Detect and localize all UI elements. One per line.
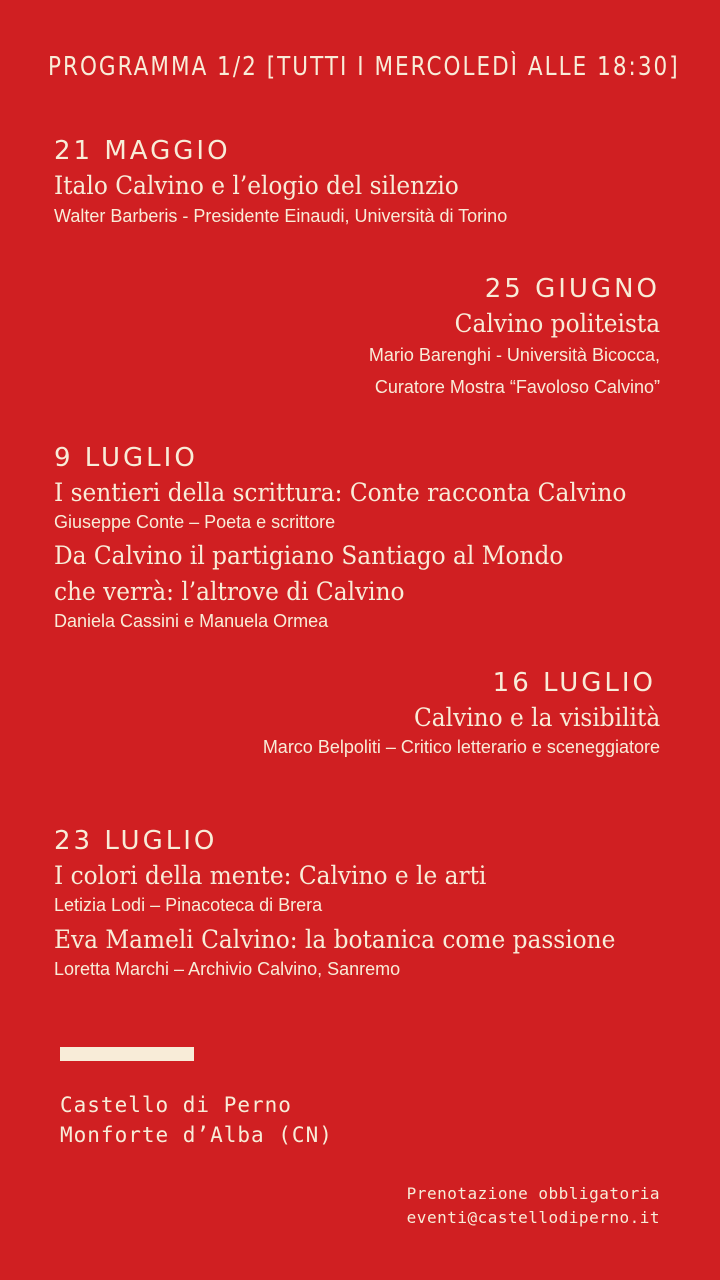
- event-date: 25 GIUGNO: [484, 274, 660, 304]
- divider-bar: [60, 1047, 194, 1061]
- venue-location: Monforte d’Alba (CN): [60, 1123, 333, 1147]
- talk-title: I sentieri della scrittura: Conte racconta Calvino: [54, 478, 627, 507]
- event-25-giugno: [369, 274, 660, 402]
- talk-speaker: Mario Barenghi - Università Bicocca,: [368, 345, 660, 365]
- event-21-maggio: [54, 136, 507, 231]
- venue-address: [60, 1090, 333, 1150]
- talk-title: Calvino e la visibilità: [413, 703, 660, 732]
- talk-title-line2: che verrà: l’altrove di Calvino: [54, 577, 405, 606]
- event-date: 21 MAGGIO: [54, 136, 231, 166]
- event-9-luglio: [54, 443, 669, 636]
- talk-speaker: Giuseppe Conte – Poeta e scrittore: [54, 512, 336, 532]
- talk-title: Da Calvino il partigiano Santiago al Mondo: [54, 541, 564, 570]
- talk-title: Eva Mameli Calvino: la botanica come passione: [54, 925, 616, 954]
- talk-title: Calvino politeista: [454, 309, 660, 338]
- event-23-luglio: [54, 826, 658, 984]
- talk-speaker: Marco Belpoliti – Critico letterario e sceneggiatore: [262, 737, 660, 757]
- talk-speaker: Loretta Marchi – Archivio Calvino, Sanremo: [54, 959, 401, 979]
- booking-email[interactable]: eventi@castellodiperno.it: [406, 1208, 660, 1227]
- talk-speaker: Daniela Cassini e Manuela Ormea: [54, 611, 329, 631]
- booking-info: [407, 1182, 660, 1230]
- venue-name: Castello di Perno: [60, 1093, 292, 1117]
- talk-speaker: Walter Barberis - Presidente Einaudi, Università di Torino: [54, 206, 508, 226]
- event-date: 16 LUGLIO: [492, 668, 656, 698]
- event-date: 9 LUGLIO: [54, 443, 198, 473]
- programme-header: PROGRAMMA 1/2 [TUTTI I MERCOLEDÌ ALLE 18:30]: [48, 52, 680, 82]
- talk-speaker: Letizia Lodi – Pinacoteca di Brera: [54, 895, 323, 915]
- talk-title: I colori della mente: Calvino e le arti: [54, 861, 487, 890]
- event-date: 23 LUGLIO: [54, 826, 218, 856]
- talk-title: Italo Calvino e l’elogio del silenzio: [54, 171, 459, 200]
- talk-speaker-line2: Curatore Mostra “Favoloso Calvino”: [374, 377, 660, 397]
- event-16-luglio: [263, 668, 660, 762]
- booking-note: Prenotazione obbligatoria: [406, 1184, 660, 1203]
